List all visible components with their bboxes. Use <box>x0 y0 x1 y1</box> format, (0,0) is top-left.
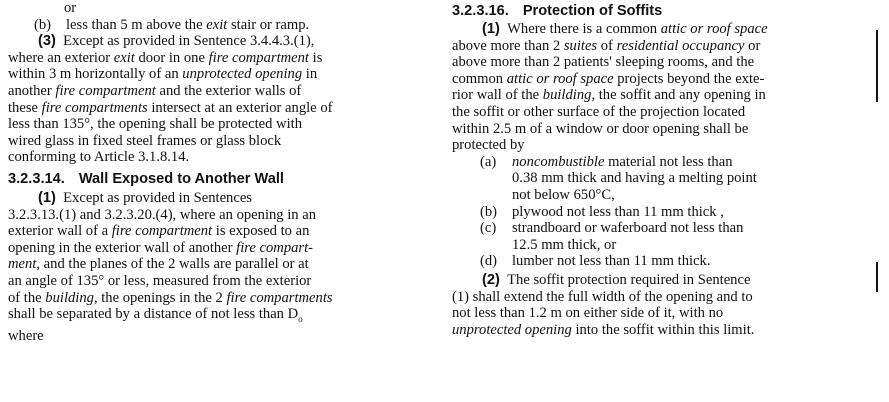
item-label: (a) <box>480 153 497 170</box>
sentence-1-line: above more than 2 suites of residential occupancy or <box>452 37 761 54</box>
sentence-number: (2) <box>482 271 500 288</box>
sentence-1-line: (1) Except as provided in Sentences <box>38 189 252 206</box>
sentence-3-line: these fire compartments intersect at an exterior angle of <box>8 99 333 116</box>
list-item-b <box>8 17 426 34</box>
sentence-number: (1) <box>482 21 500 37</box>
sentence-1-line: of the building, the openings in the 2 fire compartments <box>8 289 333 306</box>
item-label: (b) <box>480 203 498 220</box>
right-column <box>452 0 870 338</box>
sentence-3-line: wired glass in fixed steel frames or glass block <box>8 132 282 149</box>
item-label: (d) <box>480 253 498 270</box>
sentence-1-line: (1) Where there is a common attic or roof space <box>482 21 768 37</box>
revision-bar <box>876 30 878 102</box>
or-line: or <box>64 0 77 16</box>
list-item-c <box>480 220 870 253</box>
sentence-1-line: protected by <box>452 137 525 154</box>
sentence-number: (3) <box>38 33 56 50</box>
sentence-3-line: (3) Except as provided in Sentence 3.4.4.3.(1), <box>38 33 315 50</box>
sentence-3-line: where an exterior exit door in one fire compartment is <box>8 49 323 66</box>
left-column <box>8 0 426 344</box>
sentence-1-line: the soffit or other surface of the projection located <box>452 103 746 120</box>
sentence-1-line: ment, and the planes of the 2 walls are parallel or at <box>8 256 309 273</box>
sentence-1-line: within 2.5 m of a window or door opening shall be <box>452 120 749 137</box>
sentence-1 <box>8 190 426 344</box>
sentence-3-line: less than 135°, the opening shall be protected with <box>8 116 302 133</box>
sentence-1-line: common attic or roof space projects beyond the exte- <box>452 70 765 87</box>
sentence-1-line: exterior wall of a fire compartment is exposed to an <box>8 223 310 240</box>
list-item-a <box>480 154 870 204</box>
section-title: Protection of Soffits <box>522 3 663 19</box>
revision-bar <box>876 262 878 292</box>
sentence-1-line: 3.2.3.13.(1) and 3.2.3.20.(4), where an opening in an <box>8 206 317 223</box>
item-text: noncombustible material not less than 0.38 mm thick and having a melting point not below 650°C, <box>512 153 757 203</box>
section-heading <box>452 2 870 20</box>
sentence-1-line: rior wall of the building, the soffit and any opening in <box>452 87 766 104</box>
sentence-3 <box>8 33 426 166</box>
section-number: 3.2.3.14. <box>8 170 65 187</box>
sentence-2-line: not less than 1.2 m on either side of it, with no <box>452 305 724 322</box>
sentence-3-line: another fire compartment and the exterior walls of <box>8 82 302 99</box>
sentence-1-line: shall be separated by a distance of not less than $D_o$ <box>8 306 303 324</box>
list-item-d <box>480 253 870 270</box>
sentence-1-line: where <box>8 327 44 344</box>
section-number: 3.2.3.16. <box>452 3 509 19</box>
sentence-3-line: conforming to Article 3.1.8.14. <box>8 149 190 166</box>
item-text: strandboard or waferboard not less than 12.5 mm thick, or <box>512 220 744 253</box>
sentence-1 <box>452 21 870 154</box>
sentence-1-line: an angle of 135° or less, measured from the exterior <box>8 272 312 289</box>
sentence-2-line: unprotected opening into the soffit within this limit. <box>452 321 755 338</box>
item-label: (c) <box>480 220 497 237</box>
sentence-2-line: (1) shall extend the full width of the opening and to <box>452 288 753 305</box>
list-item-b <box>480 204 870 221</box>
item-text: less than 5 m above the exit stair or ramp. <box>66 16 310 33</box>
item-label: (b) <box>34 16 52 33</box>
section-title: Wall Exposed to Another Wall <box>78 170 284 187</box>
sentence-1-line: above more than 2 patients' sleeping rooms, and the <box>452 54 755 71</box>
sentence-1-line: opening in the exterior wall of another fire compart- <box>8 239 314 256</box>
sentence-2 <box>452 272 870 338</box>
item-text: plywood not less than 11 mm thick , <box>512 203 724 220</box>
section-heading <box>8 170 426 188</box>
sentence-3-line: within 3 m horizontally of an unprotected opening in <box>8 66 318 83</box>
item-text: lumber not less than 11 mm thick. <box>512 253 711 270</box>
clause-list <box>480 154 870 270</box>
sentence-2-line: (2) The soffit protection required in Sentence <box>482 271 751 288</box>
sentence-number: (1) <box>38 189 56 206</box>
